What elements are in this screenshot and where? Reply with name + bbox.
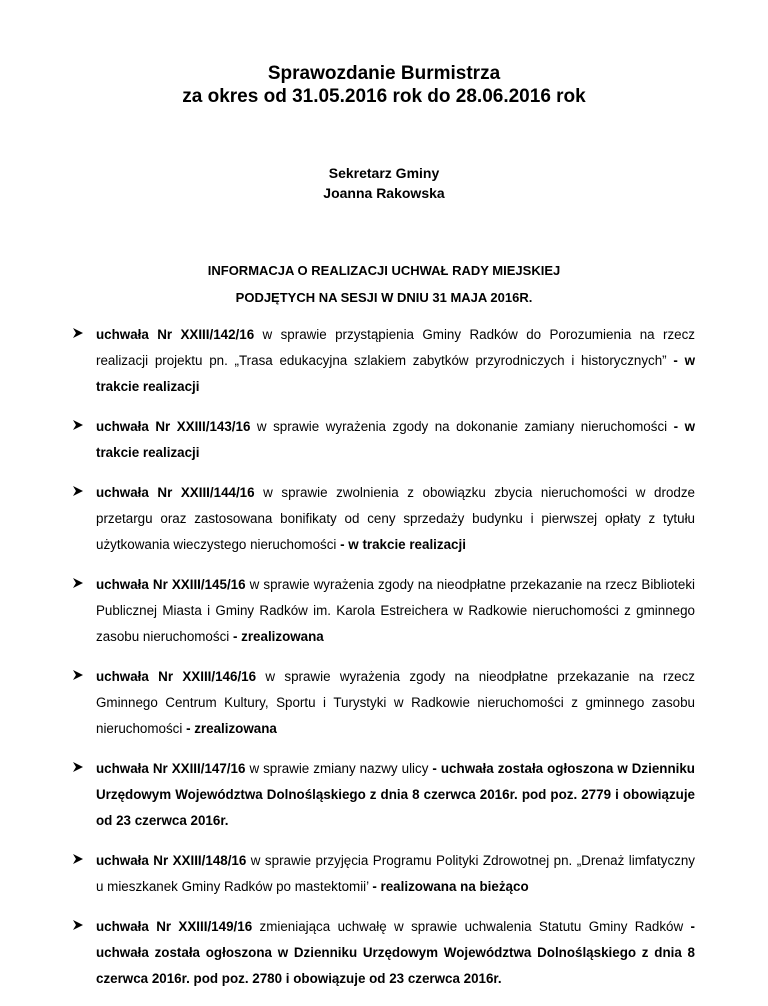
resolution-text xyxy=(96,572,695,650)
resolution-number: uchwała Nr XXIII/146/16 xyxy=(96,669,257,684)
resolution-number: uchwała Nr XXIII/142/16 xyxy=(96,327,255,342)
author-role: Sekretarz Gminy xyxy=(328,165,440,181)
list-item xyxy=(72,414,695,466)
list-item xyxy=(72,480,695,558)
resolution-number: uchwała Nr XXIII/147/16 xyxy=(96,761,246,776)
arrow-bullet-icon xyxy=(72,853,84,865)
author-block xyxy=(0,163,768,203)
resolution-status: - w trakcie realizacji xyxy=(96,419,695,460)
list-item xyxy=(72,848,695,900)
resolution-number: uchwała Nr XXIII/145/16 xyxy=(96,577,246,592)
document-title xyxy=(0,62,768,108)
resolution-text xyxy=(96,914,695,992)
resolution-subject: w sprawie wyrażenia zgody na nieodpłatne przekazanie na rzecz Gminnego Centrum Kultury, Sportu i Turystyki w Radkowie nieruchomości z gminnego zasobu nieruchomości xyxy=(96,669,695,736)
arrow-bullet-icon xyxy=(72,577,84,589)
resolution-text xyxy=(96,322,695,400)
resolution-text xyxy=(96,480,695,558)
section-heading xyxy=(0,257,768,311)
title-line-1: Sprawozdanie Burmistrza xyxy=(267,63,501,84)
list-item xyxy=(72,322,695,400)
resolution-number: uchwała Nr XXIII/143/16 xyxy=(96,419,251,434)
arrow-bullet-icon xyxy=(72,919,84,931)
heading-line-1: INFORMACJA O REALIZACJI UCHWAŁ RADY MIEJSKIEJ xyxy=(207,263,561,278)
resolution-number: uchwała Nr XXIII/148/16 xyxy=(96,853,247,868)
resolutions-list xyxy=(72,322,695,1006)
list-item xyxy=(72,756,695,834)
list-item xyxy=(72,664,695,742)
resolution-subject: w sprawie wyrażenia zgody na nieodpłatne przekazanie na rzecz Biblioteki Publicznej Miasta i Gminy Radków im. Karola Estreichera w Radkowie nieruchomości z gminnego zasobu nieruchomości xyxy=(96,577,695,644)
resolution-subject: w sprawie przystąpienia Gminy Radków do Porozumienia na rzecz realizacji projektu pn. „Trasa edukacyjna szlakiem zabytków przyrodniczych i historycznych” xyxy=(96,327,695,368)
resolution-status: - w trakcie realizacji xyxy=(96,353,695,394)
arrow-bullet-icon xyxy=(72,669,84,681)
heading-line-2: PODJĘTYCH NA SESJI W DNIU 31 MAJA 2016R. xyxy=(235,290,533,305)
arrow-bullet-icon xyxy=(72,327,84,339)
resolution-text xyxy=(96,414,695,466)
resolution-status: - zrealizowana xyxy=(232,629,324,644)
resolution-text xyxy=(96,756,695,834)
resolution-status: - zrealizowana xyxy=(186,721,277,736)
title-line-2: za okres od 31.05.2016 rok do 28.06.2016 rok xyxy=(182,86,586,107)
resolution-status: - uchwała została ogłoszona w Dzienniku Urzędowym Województwa Dolnośląskiego z dnia 8 czerwca 2016r. pod poz. 2780 i obowiązuje od 23 czerwca 2016r. xyxy=(96,919,695,986)
arrow-bullet-icon xyxy=(72,419,84,431)
arrow-bullet-icon xyxy=(72,761,84,773)
resolution-subject: w sprawie zwolnienia z obowiązku zbycia nieruchomości w drodze przetargu oraz zastosowana bonifikaty od ceny sprzedaży budynku i pierwszej opłaty z tytułu użytkowania wieczystego nieruchomości xyxy=(96,485,695,552)
resolution-subject: w sprawie przyjęcia Programu Polityki Zdrowotnej pn. „Drenaż limfatyczny u mieszkanek Gminy Radków po mastektomii’ xyxy=(96,853,695,894)
resolution-status: - realizowana na bieżąco xyxy=(372,879,529,894)
list-item xyxy=(72,914,695,992)
resolution-subject: zmieniająca uchwałę w sprawie uchwalenia Statutu Gminy Radków xyxy=(252,919,691,934)
resolution-subject: w sprawie zmiany nazwy ulicy xyxy=(245,761,433,776)
resolution-number: uchwała Nr XXIII/144/16 xyxy=(96,485,255,500)
arrow-bullet-icon xyxy=(72,485,84,497)
resolution-status: - uchwała została ogłoszona w Dzienniku Urzędowym Województwa Dolnośląskiego z dnia 8 czerwca 2016r. pod poz. 2779 i obowiązuje od 23 czerwca 2016r. xyxy=(96,761,695,828)
resolution-status: - w trakcie realizacji xyxy=(340,537,466,552)
resolution-subject: w sprawie wyrażenia zgody na dokonanie zamiany nieruchomości xyxy=(250,419,674,434)
resolution-number: uchwała Nr XXIII/149/16 xyxy=(96,919,253,934)
author-name: Joanna Rakowska xyxy=(323,185,445,201)
resolution-text xyxy=(96,664,695,742)
list-item xyxy=(72,572,695,650)
resolution-text xyxy=(96,848,695,900)
